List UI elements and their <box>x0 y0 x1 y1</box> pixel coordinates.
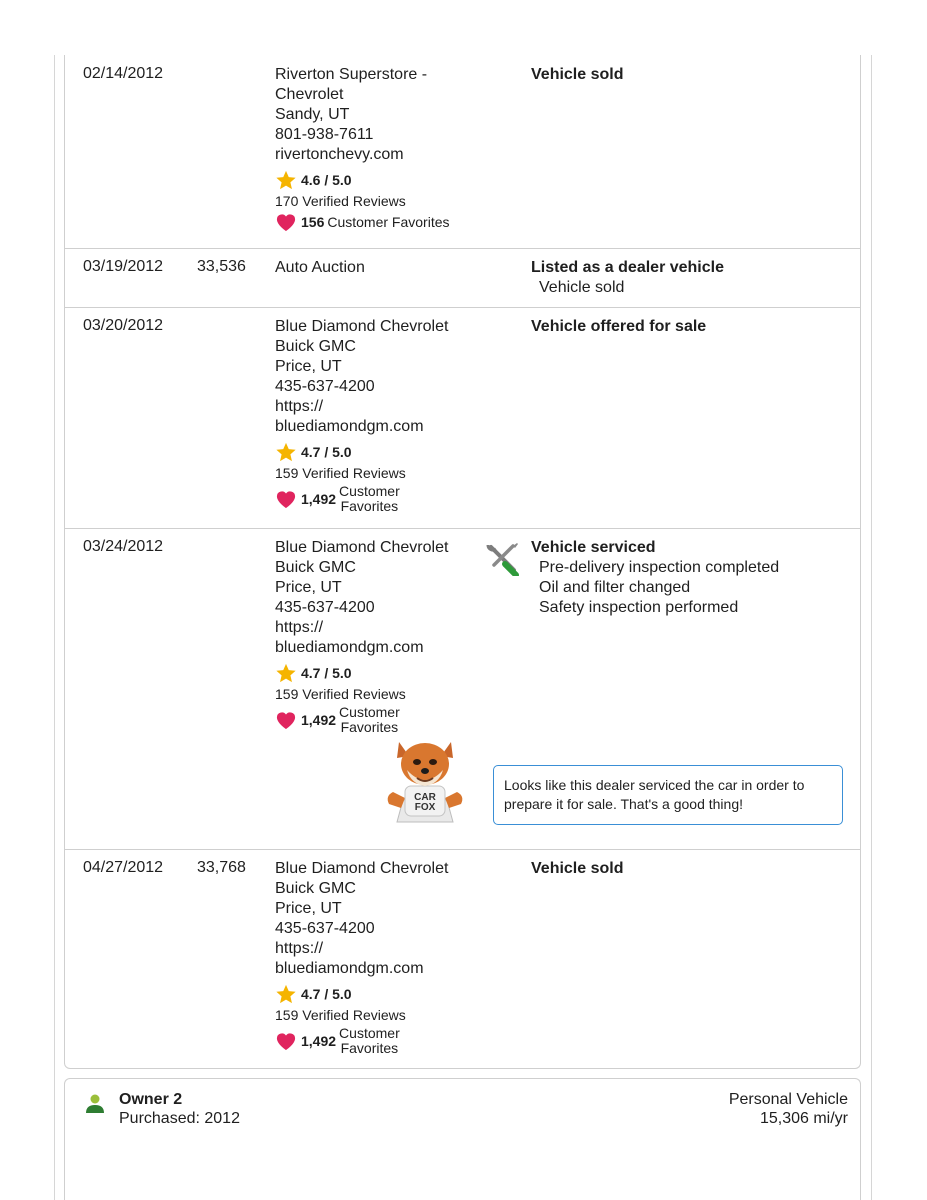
record-comments <box>531 859 851 879</box>
star-icon <box>275 169 297 191</box>
verified-reviews[interactable]: 159 Verified Reviews <box>275 686 406 702</box>
record-source <box>275 317 490 514</box>
dealer-website-link[interactable]: https:// <box>275 619 324 636</box>
source-line: Buick GMC <box>275 338 356 355</box>
comment-headline: Vehicle serviced <box>531 539 656 556</box>
star-icon <box>275 662 297 684</box>
history-row <box>65 528 860 850</box>
comment-detail: Oil and filter changed <box>539 579 691 596</box>
heart-icon <box>275 489 297 509</box>
favorites-label-line: Customer <box>339 1025 400 1041</box>
favorites-label <box>339 484 400 514</box>
owner-annual-mileage: 15,306 mi/yr <box>759 1110 848 1127</box>
heart-icon <box>275 212 297 232</box>
rating-value: 4.7 / 5.0 <box>301 665 352 681</box>
person-icon <box>85 1093 105 1115</box>
dealer-website-link[interactable]: bluediamondgm.com <box>275 960 424 977</box>
record-date: 03/24/2012 <box>83 538 164 555</box>
star-icon <box>275 983 297 1005</box>
shirt-text: CAR <box>414 792 436 803</box>
owner-vehicle-type: Personal Vehicle <box>728 1091 848 1108</box>
dealer-website-link[interactable]: bluediamondgm.com <box>275 418 424 435</box>
dealer-rating[interactable] <box>275 169 490 191</box>
customer-favorites[interactable] <box>275 1026 490 1056</box>
heart-icon <box>275 710 297 730</box>
source-line: Riverton Superstore - <box>275 66 428 83</box>
source-line: Blue Diamond Chevrolet <box>275 539 449 556</box>
record-source <box>275 258 490 278</box>
source-line: Price, UT <box>275 900 342 917</box>
favorites-count: 1,492 <box>301 1033 337 1049</box>
right-rule <box>871 55 872 1200</box>
carfox-mascot-image <box>383 734 467 826</box>
record-date: 03/19/2012 <box>83 258 164 275</box>
source-line: 435-637-4200 <box>275 920 375 937</box>
carfox-tip-callout: Looks like this dealer serviced the car in order to prepare it for sale. That's a good thing! <box>493 765 843 825</box>
record-odometer: 33,768 <box>197 859 246 876</box>
dealer-rating[interactable] <box>275 983 490 1005</box>
favorites-label-line: Favorites <box>340 1040 399 1056</box>
owner-2-header[interactable] <box>64 1078 861 1200</box>
wrench-screwdriver-icon <box>485 540 521 576</box>
verified-reviews[interactable]: 159 Verified Reviews <box>275 465 406 481</box>
source-line: 801-938-7611 <box>275 126 374 143</box>
history-row <box>65 55 860 249</box>
record-comments <box>531 65 851 85</box>
favorites-label <box>339 1026 400 1056</box>
owner-title: Owner 2 <box>119 1091 183 1108</box>
source-line: Auto Auction <box>275 259 365 276</box>
source-line: 435-637-4200 <box>275 599 375 616</box>
source-line: Price, UT <box>275 358 342 375</box>
source-line: Buick GMC <box>275 880 356 897</box>
comment-detail: Safety inspection performed <box>539 599 739 616</box>
history-row <box>65 849 860 1069</box>
record-source <box>275 859 490 1056</box>
left-rule <box>54 55 55 1200</box>
dealer-website-link[interactable]: https:// <box>275 398 324 415</box>
star-icon <box>275 441 297 463</box>
favorites-label-line: Customer <box>339 483 400 499</box>
dealer-website-link[interactable]: rivertonchevy.com <box>275 146 404 163</box>
rating-value: 4.7 / 5.0 <box>301 986 352 1002</box>
favorites-count: 156 <box>301 214 325 230</box>
record-date: 03/20/2012 <box>83 317 164 334</box>
dealer-website-link[interactable]: https:// <box>275 940 324 957</box>
favorites-label-line: Favorites <box>340 719 399 735</box>
record-date: 02/14/2012 <box>83 65 164 82</box>
rating-value: 4.7 / 5.0 <box>301 444 352 460</box>
dealer-website-link[interactable]: bluediamondgm.com <box>275 639 424 656</box>
source-line: Chevrolet <box>275 86 344 103</box>
source-line: Blue Diamond Chevrolet <box>275 860 449 877</box>
owner-purchased: Purchased: 2012 <box>119 1110 240 1127</box>
customer-favorites[interactable] <box>275 484 490 514</box>
comment-headline: Vehicle sold <box>531 66 624 83</box>
record-source <box>275 65 490 232</box>
heart-icon <box>275 1031 297 1051</box>
comment-headline: Vehicle sold <box>531 860 624 877</box>
history-card <box>64 55 861 1069</box>
source-line: 435-637-4200 <box>275 378 375 395</box>
record-odometer: 33,536 <box>197 258 246 275</box>
favorites-label <box>339 705 400 735</box>
shirt-text: FOX <box>414 802 436 813</box>
customer-favorites[interactable] <box>275 705 490 735</box>
source-line: Buick GMC <box>275 559 356 576</box>
favorites-label-line: Customer <box>339 704 400 720</box>
source-line: Price, UT <box>275 579 342 596</box>
comment-headline: Listed as a dealer vehicle <box>531 259 724 276</box>
record-source <box>275 538 490 735</box>
history-row <box>65 248 860 308</box>
record-date: 04/27/2012 <box>83 859 164 876</box>
dealer-rating[interactable] <box>275 441 490 463</box>
favorites-count: 1,492 <box>301 712 337 728</box>
rating-value: 4.6 / 5.0 <box>301 172 352 188</box>
record-comments <box>531 317 851 337</box>
favorites-label: Customer Favorites <box>327 214 450 230</box>
customer-favorites[interactable] <box>275 212 490 232</box>
source-line: Blue Diamond Chevrolet <box>275 318 449 335</box>
source-line: Sandy, UT <box>275 106 350 123</box>
record-comments <box>531 538 851 618</box>
favorites-count: 1,492 <box>301 491 337 507</box>
comment-detail: Vehicle sold <box>539 279 625 296</box>
dealer-rating[interactable] <box>275 662 490 684</box>
record-comments <box>531 258 851 298</box>
verified-reviews[interactable]: 159 Verified Reviews <box>275 1007 406 1023</box>
history-row <box>65 307 860 529</box>
verified-reviews[interactable]: 170 Verified Reviews <box>275 193 406 209</box>
favorites-label-line: Favorites <box>340 498 399 514</box>
comment-detail: Pre-delivery inspection completed <box>539 559 780 576</box>
comment-headline: Vehicle offered for sale <box>531 318 707 335</box>
